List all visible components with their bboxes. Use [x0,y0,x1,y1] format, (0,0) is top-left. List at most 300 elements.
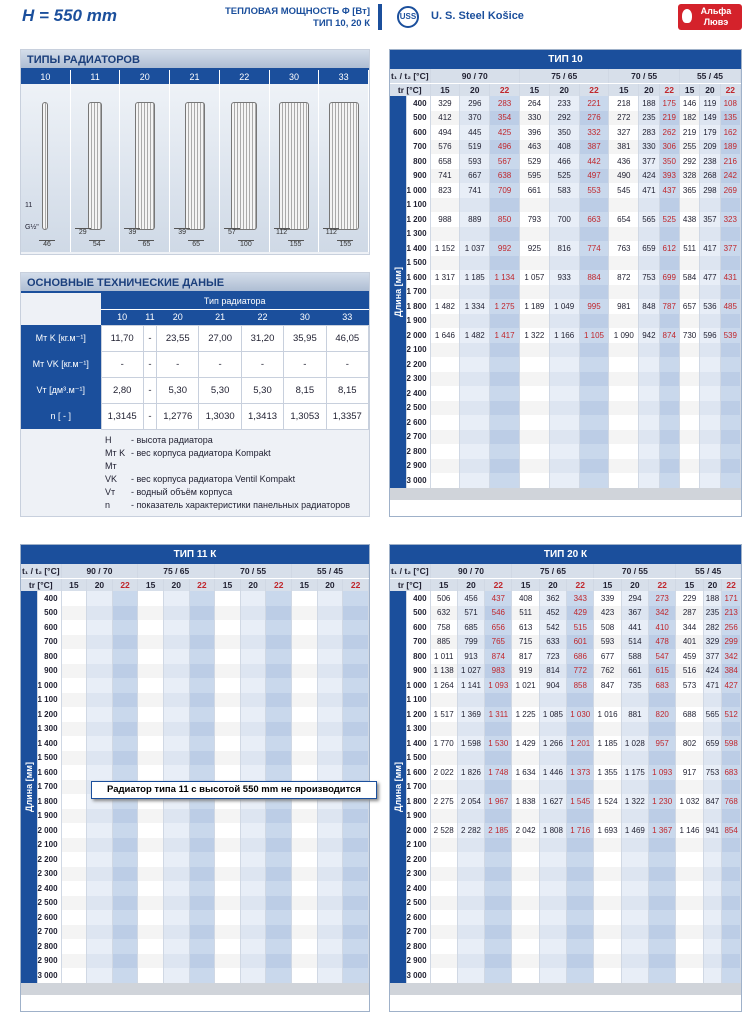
power-value [112,910,138,925]
power-value [720,343,740,358]
power-value [112,606,138,621]
power-value: 536 [700,299,720,314]
power-value [430,693,457,708]
length-value: 2 700 [406,925,430,940]
power-value: 1 027 [457,664,484,679]
power-value [430,314,460,329]
power-value [621,939,648,954]
radiator-types-header [21,70,369,84]
power-value [485,838,512,853]
power-value [163,620,189,635]
power-value: 1 598 [457,736,484,751]
dimension-label: 65 [138,240,154,248]
power-value: 632 [430,606,457,621]
power-value [292,620,318,635]
power-value [266,881,292,896]
power-value: 323 [720,212,740,227]
power-value [700,256,720,271]
power-value: 613 [512,620,539,635]
length-value: 1 900 [37,809,61,824]
tech-row-label: Mт VK [кг.м⁻¹] [21,351,101,377]
power-value: 1 028 [621,736,648,751]
power-value [679,444,699,459]
power-value: 709 [490,183,520,198]
power-value [649,925,676,940]
power-value: 1 105 [579,328,609,343]
power-value [703,954,722,969]
power-value [567,896,594,911]
power-value: 545 [609,183,639,198]
length-value: 400 [406,591,430,606]
power-value [679,473,699,488]
not-produced-message: Радиатор типа 11 с высотой 550 mm не производится [91,781,377,799]
length-value: 3 000 [406,968,430,983]
legend-text: - водный объём корпуса [131,486,233,497]
length-value: 1 700 [406,285,430,300]
room-temp: 22 [266,578,292,591]
power-value [579,227,609,242]
legend-symbol: Mт K [105,447,126,458]
power-value: 445 [460,125,490,140]
length-value: 1 500 [37,751,61,766]
power-value [676,751,703,766]
power-value [703,780,722,795]
power-value [343,736,369,751]
room-temp: 15 [138,578,164,591]
t12-label: t₁ / t₂ [°C] [390,564,430,578]
power-value [61,751,87,766]
legend-text: - вес корпуса радиатора Kompakt [131,447,271,458]
power-value [430,896,457,911]
power-value [703,925,722,940]
power-value: 1 545 [567,794,594,809]
power-value [722,722,741,737]
power-value [679,459,699,474]
power-value [163,852,189,867]
power-value [722,693,741,708]
power-value [343,649,369,664]
power-value [343,765,369,780]
power-value: 658 [430,154,460,169]
tech-type-33: 33 [326,309,368,325]
tech-value: 11,70 [101,325,143,351]
power-value [240,939,266,954]
power-value [189,765,215,780]
power-value [112,968,138,983]
power-value [430,852,457,867]
temp-group: 70 / 55 [609,69,680,83]
power-value: 765 [485,635,512,650]
power-value: 799 [457,635,484,650]
power-value [700,314,720,329]
tech-value: 8,15 [326,377,368,403]
power-value: 762 [594,664,621,679]
power-value: 988 [430,212,460,227]
power-value [163,925,189,940]
tech-value: 31,20 [241,325,283,351]
table-footer [21,983,369,995]
length-value: 2 800 [37,939,61,954]
page-title [200,6,370,30]
power-value: 525 [659,212,679,227]
radiator-drawing-22 [220,84,270,252]
power-value: 2 054 [457,794,484,809]
power-value [317,736,343,751]
power-value [485,968,512,983]
power-value [512,809,539,824]
power-value: 595 [519,169,549,184]
power-value [189,881,215,896]
power-value [343,881,369,896]
power-value [87,939,113,954]
power-value: 1 808 [539,823,566,838]
power-value [722,780,741,795]
power-value [138,620,164,635]
power-value [579,430,609,445]
power-value [519,285,549,300]
power-value [549,343,579,358]
power-value [649,751,676,766]
power-value [676,693,703,708]
power-value [539,881,566,896]
power-value [722,867,741,882]
power-value [215,823,241,838]
power-value [519,430,549,445]
power-value: 774 [579,241,609,256]
length-value: 2 800 [406,939,430,954]
power-value: 793 [519,212,549,227]
power-value [703,751,722,766]
power-value: 381 [609,140,639,155]
power-value: 273 [649,591,676,606]
power-value: 525 [549,169,579,184]
power-value: 553 [579,183,609,198]
power-value: 565 [639,212,659,227]
power-value: 768 [722,794,741,809]
power-value [240,954,266,969]
length-value: 500 [406,606,430,621]
power-value [457,809,484,824]
power-value [460,343,490,358]
length-axis-text: Длина [мм] [23,761,34,812]
power-value [61,765,87,780]
power-value [512,925,539,940]
power-value [138,678,164,693]
power-value: 256 [722,620,741,635]
power-value: 219 [659,111,679,126]
power-value: 242 [720,169,740,184]
power-value: 683 [722,765,741,780]
power-value [266,910,292,925]
power-value [240,809,266,824]
power-value [87,620,113,635]
power-value: 437 [659,183,679,198]
power-value: 292 [549,111,579,126]
radiator-drawing-33 [319,84,369,252]
power-value: 377 [703,649,722,664]
power-value [720,227,740,242]
power-value [700,343,720,358]
power-value [163,939,189,954]
power-value [430,751,457,766]
power-value [457,954,484,969]
tech-value: 1,3413 [241,403,283,429]
legend-item [105,460,369,486]
power-value [215,751,241,766]
power-value [594,751,621,766]
power-value: 1 367 [649,823,676,838]
power-value [676,968,703,983]
power-value [649,838,676,853]
room-temp: 22 [722,578,741,591]
power-value: 511 [512,606,539,621]
power-value [430,198,460,213]
power-value: 858 [567,678,594,693]
power-value [266,809,292,824]
power-value [457,751,484,766]
length-value: 400 [406,96,430,111]
power-value [215,838,241,853]
power-value [112,664,138,679]
power-value [703,968,722,983]
power-value [343,591,369,606]
power-value [87,722,113,737]
power-value [343,925,369,940]
power-value [240,606,266,621]
length-value: 1 700 [406,780,430,795]
power-value [567,968,594,983]
power-value [519,198,549,213]
power-value: 2 282 [457,823,484,838]
room-temp: 20 [549,83,579,96]
power-value [639,227,659,242]
power-value: 753 [639,270,659,285]
length-value: 2 600 [406,415,430,430]
power-value [266,867,292,882]
power-value [639,372,659,387]
power-value [430,357,460,372]
power-value: 276 [579,111,609,126]
power-value: 1 373 [567,765,594,780]
power-value [519,415,549,430]
power-value [609,444,639,459]
length-value: 1 500 [406,256,430,271]
power-value: 410 [649,620,676,635]
room-temp: 20 [87,578,113,591]
dimension-label: 39 [174,228,190,236]
power-value: 485 [720,299,740,314]
power-value [460,430,490,445]
power-value: 995 [579,299,609,314]
power-value: 1 146 [676,823,703,838]
length-value: 1 300 [37,722,61,737]
power-value [460,372,490,387]
radiator-types-drawings [21,84,369,252]
power-value: 1 011 [430,649,457,664]
power-value [722,910,741,925]
power-value [163,664,189,679]
length-value: 1 200 [37,707,61,722]
power-value [430,401,460,416]
power-value [343,809,369,824]
table-tip20-grid [390,564,741,983]
power-value: 149 [700,111,720,126]
power-value [61,838,87,853]
power-value [189,635,215,650]
power-value [460,357,490,372]
power-value [430,415,460,430]
power-value [460,473,490,488]
power-value [87,809,113,824]
power-value: 2 275 [430,794,457,809]
power-value [430,459,460,474]
power-value [567,881,594,896]
room-temp: 20 [700,83,720,96]
power-value [317,838,343,853]
power-value: 1 517 [430,707,457,722]
power-value: 471 [703,678,722,693]
power-value [485,780,512,795]
power-value: 235 [703,606,722,621]
power-value: 723 [539,649,566,664]
tech-type-22: 22 [241,309,283,325]
power-value [240,591,266,606]
power-value [163,751,189,766]
power-value [703,693,722,708]
tech-value: - [157,351,199,377]
power-value [266,736,292,751]
power-value [138,910,164,925]
power-value [579,459,609,474]
power-value [579,314,609,329]
power-value: 292 [679,154,699,169]
power-value: 941 [703,823,722,838]
power-value [659,386,679,401]
power-value [292,838,318,853]
power-value: 913 [457,649,484,664]
power-value: 823 [430,183,460,198]
power-value [594,809,621,824]
power-value: 328 [679,169,699,184]
logo-text1: Альфа [700,6,732,16]
power-value: 437 [485,591,512,606]
legend-item [105,486,369,499]
power-value [266,649,292,664]
power-value [266,968,292,983]
power-value: 329 [430,96,460,111]
power-value: 1 185 [594,736,621,751]
power-value [138,693,164,708]
power-value [61,954,87,969]
power-value: 571 [457,606,484,621]
power-value: 715 [512,635,539,650]
tech-value: - [199,351,241,377]
length-value: 600 [37,620,61,635]
power-value: 294 [621,591,648,606]
power-value [490,285,520,300]
power-value: 885 [430,635,457,650]
power-value [512,910,539,925]
power-value [621,852,648,867]
power-value [609,198,639,213]
power-value [138,736,164,751]
power-value [579,256,609,271]
power-value [61,939,87,954]
length-axis-text: Длина [мм] [392,761,403,812]
legend-item [105,434,369,447]
tech-value: 46,05 [326,325,368,351]
length-value: 2 300 [37,867,61,882]
power-value [490,430,520,445]
power-value [240,678,266,693]
power-value: 1 264 [430,678,457,693]
power-value [579,415,609,430]
power-value: 299 [722,635,741,650]
power-value [87,635,113,650]
power-value: 817 [512,649,539,664]
power-value [457,852,484,867]
power-value [163,910,189,925]
power-value: 296 [460,96,490,111]
tech-type-20: 20 [157,309,199,325]
power-value [519,256,549,271]
power-value [61,693,87,708]
power-value [189,606,215,621]
power-value: 661 [519,183,549,198]
power-value [490,459,520,474]
power-value: 424 [639,169,659,184]
power-value [679,285,699,300]
power-value [87,751,113,766]
dimension-label: 155 [288,240,304,248]
power-value: 497 [579,169,609,184]
power-value: 1 417 [490,328,520,343]
power-value [676,809,703,824]
power-value [722,939,741,954]
power-value [266,707,292,722]
room-temp: 15 [512,578,539,591]
power-value [430,809,457,824]
table-footer [390,488,741,500]
power-value [567,867,594,882]
dimension-label: 39 [124,228,140,236]
power-value [485,896,512,911]
power-value: 758 [430,620,457,635]
power-value: 189 [720,140,740,155]
power-value [430,256,460,271]
power-value [317,751,343,766]
power-value [639,444,659,459]
length-value: 1 000 [406,183,430,198]
power-value [343,664,369,679]
power-value [659,357,679,372]
power-value [61,910,87,925]
power-value: 874 [659,328,679,343]
power-value [215,722,241,737]
power-value [549,314,579,329]
tech-value: 1,3030 [199,403,241,429]
power-value [512,780,539,795]
power-value [343,620,369,635]
power-value: 508 [594,620,621,635]
power-value [639,401,659,416]
power-value: 612 [659,241,679,256]
power-value: 162 [720,125,740,140]
power-value [609,386,639,401]
power-value: 848 [639,299,659,314]
power-value: 417 [700,241,720,256]
power-value [292,635,318,650]
